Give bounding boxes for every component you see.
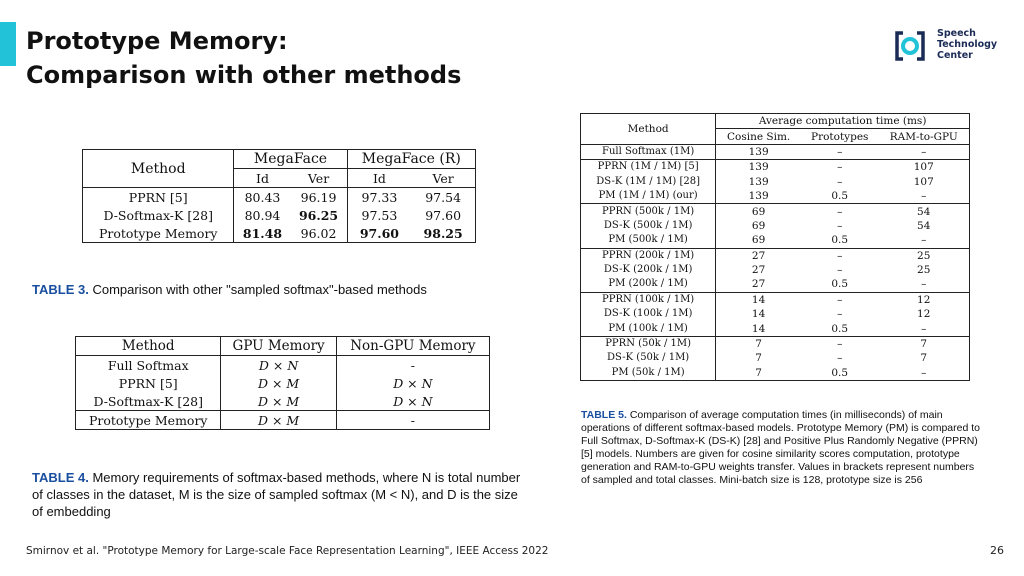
table-row: [581, 175, 970, 189]
t5-cell: DS-K (200k / 1M): [603, 264, 693, 276]
t5-cell: 27: [716, 248, 801, 263]
table-row: [581, 144, 970, 159]
page-number: 26: [990, 544, 1004, 557]
t5-header-method: Method: [627, 122, 669, 135]
t5-cell: PM (50k / 1M): [611, 366, 685, 378]
logo-line-3: Center: [937, 50, 973, 61]
citation-footer: Smirnov et al. "Prototype Memory for Large-scale Face Representation Learning", IEEE Access 2022: [26, 545, 549, 557]
t5-cell: 12: [917, 308, 931, 321]
table-row: [581, 277, 970, 292]
t5-cell: 0.5: [831, 366, 849, 379]
t3-cell: 96.02: [300, 225, 337, 241]
t5-cell: 25: [917, 264, 931, 277]
t4-cell: D × N: [221, 356, 336, 375]
t5-cell: PPRN (1M / 1M) [5]: [581, 160, 716, 175]
t3-header-megaface: MegaFace: [234, 150, 347, 169]
t3-cell: 81.48: [234, 224, 291, 243]
t5-cell: PPRN (200k / 1M): [581, 248, 716, 263]
speech-technology-center-logo: [893, 27, 1013, 67]
t5-cell: –: [921, 278, 927, 291]
table-5: [580, 113, 970, 381]
t3-cell: 97.33: [347, 188, 411, 207]
t3-cell: 80.94: [234, 206, 291, 224]
t3-cell: 97.60: [425, 207, 462, 223]
t5-cell: 69: [716, 219, 801, 233]
table-row: [581, 204, 970, 219]
t5-cell: PPRN (500k / 1M): [581, 204, 716, 219]
t5-cell: –: [837, 264, 843, 277]
table-row: [83, 224, 476, 243]
table-row: [581, 248, 970, 263]
t5-header-prototypes: Prototypes: [801, 129, 878, 144]
t5-cell: –: [837, 308, 843, 321]
t5-header-ram-to-gpu: RAM-to-GPU: [878, 129, 969, 144]
logo-line-2: Technology: [937, 39, 998, 50]
t5-cell: PPRN (100k / 1M): [581, 292, 716, 307]
t5-cell: 139: [716, 189, 801, 204]
t5-cell: –: [837, 352, 843, 365]
t5-cell: 139: [716, 144, 801, 159]
t4-header-method: Method: [121, 338, 175, 354]
t3-cell: 96.19: [291, 188, 348, 207]
t4-cell: D × N: [336, 374, 489, 392]
table-row: [76, 356, 490, 375]
t4-cell: -: [336, 356, 489, 375]
t5-cell: 0.5: [831, 234, 849, 247]
t5-cell: –: [801, 204, 878, 219]
table-4: [75, 336, 490, 430]
t5-cell: –: [837, 175, 843, 188]
t5-cell: 107: [878, 160, 969, 175]
t5-cell: 0.5: [831, 322, 849, 335]
table-row: [83, 188, 476, 207]
t5-cell: 7: [716, 336, 801, 351]
table-row: [581, 233, 970, 248]
table-row: [581, 336, 970, 351]
t5-cell: 139: [716, 160, 801, 175]
t5-cell: –: [878, 144, 969, 159]
table-row: [581, 263, 970, 277]
table-row: [581, 292, 970, 307]
t5-cell: 0.5: [831, 278, 849, 291]
t3-cell: 98.25: [423, 225, 463, 241]
t5-cell: DS-K (100k / 1M): [603, 308, 693, 320]
table-3-caption: [32, 282, 427, 297]
t5-cell: –: [921, 322, 927, 335]
t4-cell: D × M: [221, 411, 336, 430]
t3-cell: 97.53: [347, 206, 411, 224]
title-line-2: Comparison with other methods: [26, 61, 462, 89]
t5-cell: PM (100k / 1M): [608, 322, 688, 334]
t3-cell: PPRN [5]: [83, 188, 234, 207]
t3-header-megaface-r: MegaFace (R): [347, 150, 475, 169]
t5-cell: 14: [716, 292, 801, 307]
t3-header-method: Method: [130, 160, 186, 177]
table-4-caption: [32, 469, 532, 520]
t3-cell: 97.54: [411, 188, 475, 207]
t5-cell: 27: [716, 277, 801, 292]
t5-cell: DS-K (50k / 1M): [607, 352, 690, 364]
accent-bar: [0, 22, 16, 66]
t3-cell: 96.25: [298, 207, 339, 223]
t5-cell: 7: [878, 336, 969, 351]
t5-cell: 107: [913, 175, 934, 188]
table-row: [83, 206, 476, 224]
t5-cell: 14: [716, 321, 801, 336]
table-row: [581, 366, 970, 381]
t5-cell: –: [801, 292, 878, 307]
t5-cell: 7: [920, 352, 928, 365]
t4-cell: D × M: [221, 374, 336, 392]
table-row: [76, 411, 490, 430]
t5-cell: 7: [716, 351, 801, 365]
t3-header-id: Id: [234, 169, 291, 188]
t5-cell: PPRN (50k / 1M): [581, 336, 716, 351]
t4-cell: Full Softmax: [76, 356, 221, 375]
table-row: [581, 307, 970, 321]
t4-cell: D-Softmax-K [28]: [93, 393, 203, 409]
t5-cell: PM (500k / 1M): [608, 234, 688, 246]
t4-cell: -: [336, 411, 489, 430]
table-row: [581, 219, 970, 233]
t4-cell: PPRN [5]: [118, 375, 178, 391]
logo-mark-icon: [893, 29, 927, 63]
table-5-caption: [581, 409, 981, 487]
caption-text: Comparison with other "sampled softmax"-based methods: [92, 282, 427, 297]
t3-header-ver-r: Ver: [411, 169, 475, 188]
t5-cell: –: [801, 144, 878, 159]
page-title: [26, 24, 461, 92]
t3-header-id-r: Id: [347, 169, 411, 188]
t5-cell: 12: [878, 292, 969, 307]
table-row: [76, 392, 490, 411]
t5-cell: –: [921, 366, 927, 379]
t5-cell: 27: [716, 263, 801, 277]
logo-text: [937, 28, 997, 61]
t5-cell: 69: [716, 204, 801, 219]
caption-text: Comparison of average computation times (in milliseconds) of main operations of different softmax-based models. Prototype Memory (PM) is compared to Full Softmax, D-Softmax-K (DS-K) [28] and Positive Plus Randomly Negative (PPRN) [5] models. Numbers are given for cosine similarity scores computation, prototype generation and RAM-to-GPU weights transfer. Values in brackets represent numbers of sampled and total classes. Mini-batch size is 128, prototype size is 256: [581, 409, 980, 486]
t5-cell: –: [801, 248, 878, 263]
t4-cell: D × N: [336, 392, 489, 411]
table-row: [581, 321, 970, 336]
t5-cell: 25: [878, 248, 969, 263]
t5-cell: –: [801, 160, 878, 175]
t5-cell: 139: [716, 175, 801, 189]
table-row: [76, 374, 490, 392]
caption-label: TABLE 5.: [581, 409, 627, 421]
t5-cell: PM (1M / 1M) (our): [598, 190, 698, 202]
t5-cell: 0.5: [831, 190, 849, 203]
t5-cell: –: [921, 190, 927, 203]
t5-cell: 69: [716, 233, 801, 248]
t3-cell: D-Softmax-K [28]: [103, 207, 213, 223]
caption-text: Memory requirements of softmax-based methods, where N is total number of classes in the dataset, M is the size of sampled softmax (M < N), and D is the size of embedding: [32, 470, 521, 519]
t3-cell: 97.60: [347, 224, 411, 243]
t5-cell: 14: [716, 307, 801, 321]
t3-header-ver: Ver: [291, 169, 348, 188]
t5-cell: 54: [878, 204, 969, 219]
t5-cell: DS-K (500k / 1M): [603, 219, 693, 231]
t5-header-avg-time: Average computation time (ms): [716, 114, 970, 129]
t3-cell: Prototype Memory: [98, 225, 218, 241]
t5-cell: DS-K (1M / 1M) [28]: [596, 175, 700, 187]
t5-cell: –: [837, 219, 843, 232]
t3-cell: 80.43: [234, 188, 291, 207]
t5-cell: –: [921, 234, 927, 247]
caption-label: TABLE 4.: [32, 470, 89, 485]
t5-header-cosine: Cosine Sim.: [716, 129, 801, 144]
t4-header-nongpu: Non-GPU Memory: [336, 337, 489, 356]
t4-cell: Prototype Memory: [76, 411, 221, 430]
t5-cell: PM (200k / 1M): [608, 278, 688, 290]
table-row: [581, 189, 970, 204]
t5-cell: Full Softmax (1M): [581, 144, 716, 159]
table-row: [581, 351, 970, 365]
table-3: [82, 149, 476, 243]
t4-cell: D × M: [221, 392, 336, 411]
title-line-1: Prototype Memory:: [26, 27, 288, 55]
t5-cell: 54: [917, 219, 931, 232]
t5-cell: 7: [716, 366, 801, 381]
caption-label: TABLE 3.: [32, 282, 89, 297]
t4-header-gpu: GPU Memory: [221, 337, 336, 356]
table-row: [581, 160, 970, 175]
logo-line-1: Speech: [937, 28, 976, 39]
t5-cell: –: [801, 336, 878, 351]
